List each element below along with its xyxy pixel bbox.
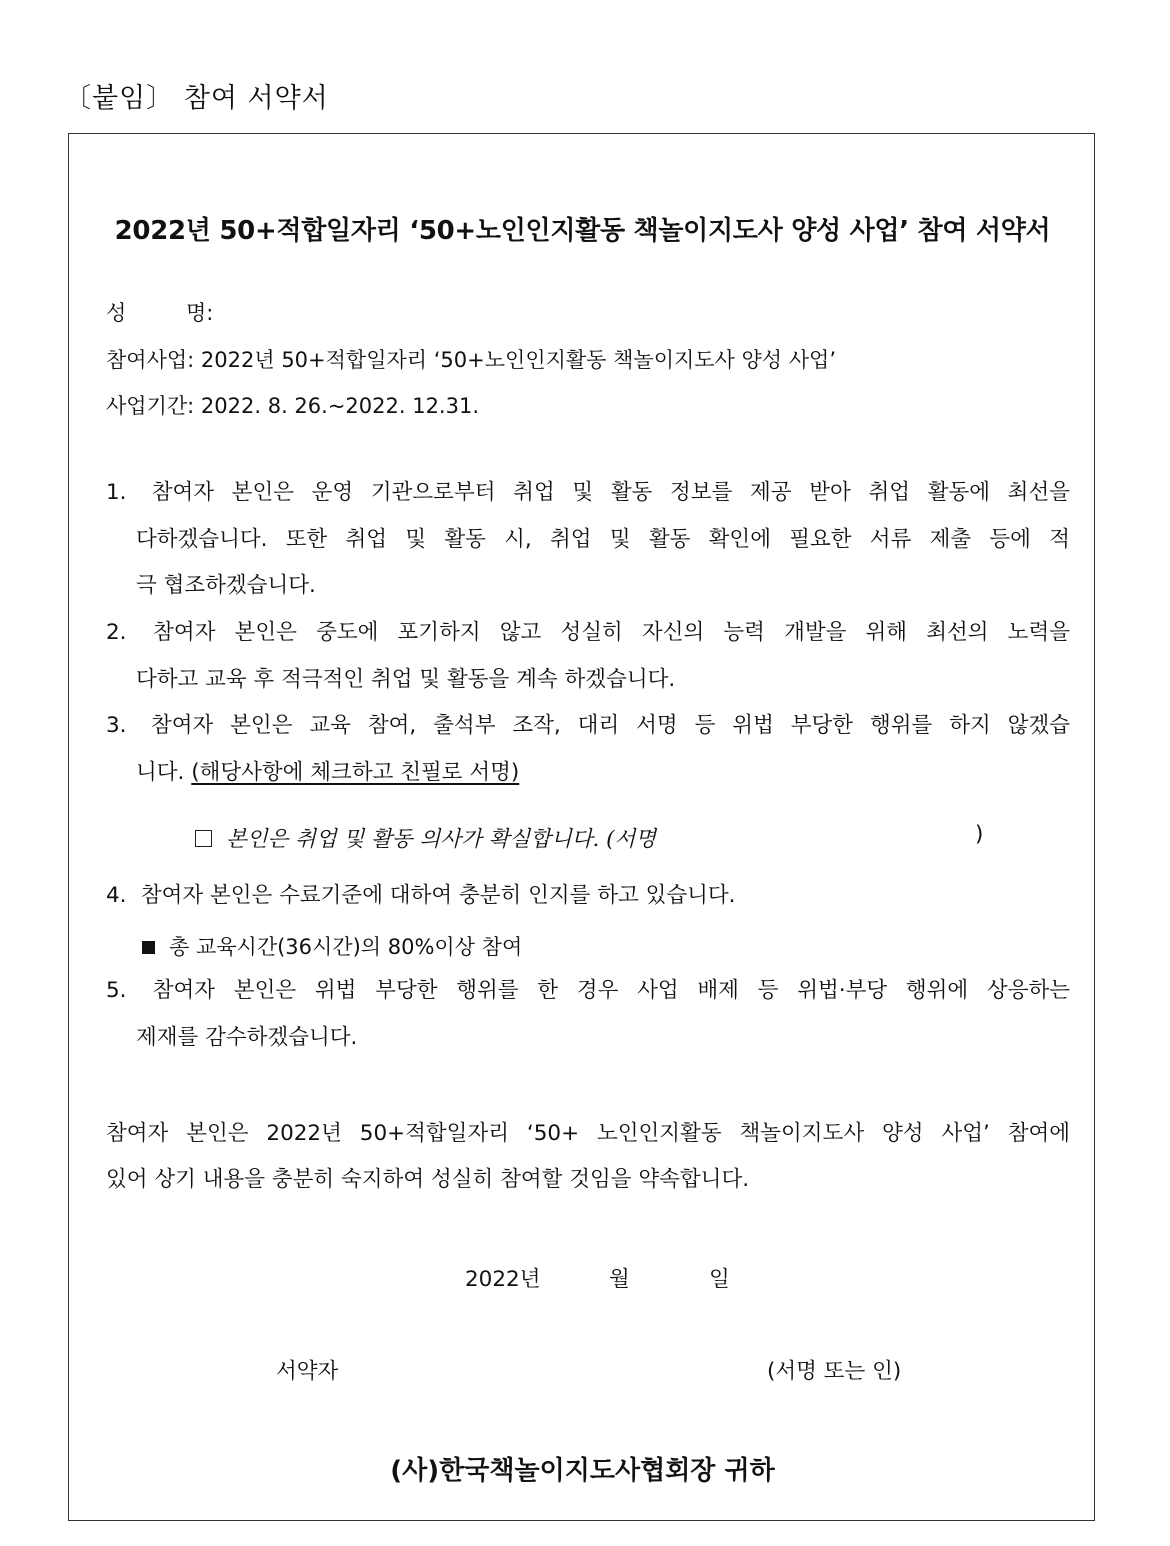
item-number: 3. <box>106 713 127 738</box>
check-instruction: (해당사항에 체크하고 친필로 서명) <box>191 759 520 785</box>
pledge-form <box>68 133 1095 1521</box>
item-1 <box>106 470 1070 610</box>
item-line: 참여자 본인은 교육 참여, 출석부 조작, 대리 서명 등 위법 부당한 행위를 하지 않겠습 <box>150 713 1070 738</box>
form-title: 2022년 50+적합일자리 ‘50+노인인지활동 책놀이지도사 양성 사업’ 참여 서약서 <box>114 216 1051 246</box>
item-3 <box>106 703 1070 796</box>
attachment-label: 〔붙임〕 참여 서약서 <box>64 83 329 114</box>
pledge-line: 있어 상기 내용을 충분히 숙지하여 성실히 참여할 것임을 약속합니다. <box>106 1167 750 1192</box>
item-4 <box>106 873 1070 920</box>
item-line: 참여자 본인은 운영 기관으로부터 취업 및 활동 정보를 제공 받아 취업 활동에 최선을 <box>151 480 1070 505</box>
item-5 <box>106 968 1070 1061</box>
item-number: 2. <box>106 620 127 645</box>
project-field <box>106 344 836 374</box>
addressee: (사)한국책놀이지도사협회장 귀하 <box>390 1456 775 1486</box>
item-line: 다하고 교육 후 적극적인 취업 및 활동을 계속 하겠습니다. <box>136 666 676 692</box>
criterion-text: 총 교육시간(36시간)의 80%이상 참여 <box>169 935 523 959</box>
signature-close-paren: ) <box>975 822 984 847</box>
pledge-statement <box>106 1111 1070 1203</box>
item-line: 참여자 본인은 위법 부당한 행위를 한 경우 사업 배제 등 위법·부당 행위에 상응하는 <box>152 978 1070 1003</box>
signer-label: 서약자 <box>276 1359 339 1384</box>
period-label: 사업기간: <box>106 394 195 418</box>
item-line: 제재를 감수하겠습니다. <box>136 1024 358 1050</box>
name-field <box>106 297 213 327</box>
item-line: 참여자 본인은 수료기준에 대하여 충분히 인지를 하고 있습니다. <box>140 883 736 908</box>
black-square-bullet-icon <box>142 941 155 954</box>
item-2 <box>106 610 1070 703</box>
date-day: 일 <box>709 1267 730 1292</box>
item-line: 참여자 본인은 중도에 포기하지 않고 성실히 자신의 능력 개발을 위해 최선의 노력을 <box>153 620 1070 645</box>
name-label-first: 성 <box>106 301 127 325</box>
item-line: 극 협조하겠습니다. <box>136 573 316 598</box>
item-number: 4. <box>106 883 127 908</box>
date-month: 월 <box>609 1267 630 1292</box>
intent-check-row <box>195 822 656 853</box>
completion-criterion <box>142 931 522 961</box>
project-label: 참여사업: <box>106 348 195 372</box>
name-label-second: 명: <box>186 301 214 325</box>
project-value: 2022년 50+적합일자리 ‘50+노인인지활동 책놀이지도사 양성 사업’ <box>200 348 837 372</box>
checkbox-icon[interactable] <box>195 830 212 847</box>
signature-hint: (서명 또는 인) <box>767 1359 902 1384</box>
item-line: 다하겠습니다. 또한 취업 및 활동 시, 취업 및 활동 확인에 필요한 서류 제출 등에 적 <box>136 526 1070 552</box>
pledge-line: 참여자 본인은 2022년 50+적합일자리 ‘50+ 노인인지활동 책놀이지도사 양성 사업’ 참여에 <box>106 1121 1070 1146</box>
item-number: 1. <box>106 480 127 505</box>
date-year: 2022년 <box>465 1267 541 1292</box>
item-line: 니다. <box>136 759 185 785</box>
intent-statement: 본인은 취업 및 활동 의사가 확실합니다. (서명 <box>226 827 657 852</box>
item-number: 5. <box>106 978 127 1003</box>
period-field <box>106 390 479 420</box>
period-value: 2022. 8. 26.~2022. 12.31. <box>200 394 480 418</box>
